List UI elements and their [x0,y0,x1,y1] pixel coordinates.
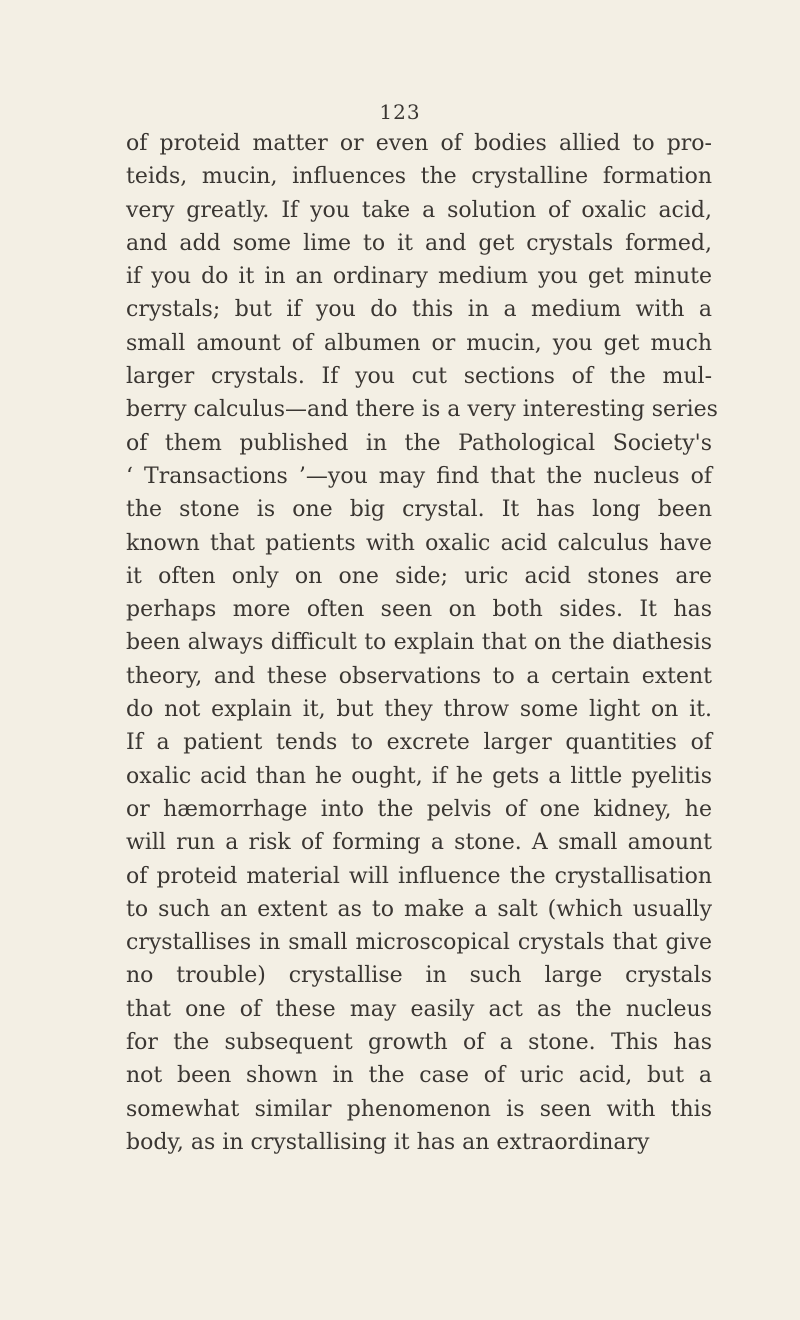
text-line: of them published in the Pathological Society's [126,430,712,456]
text-line: theory, and these observations to a certain extent [126,663,712,689]
text-line: not been shown in the case of uric acid, but a [126,1063,712,1089]
text-line: oxalic acid than he ought, if he gets a little pyelitis [126,763,712,789]
text-line: to such an extent as to make a salt (which usually [126,896,712,922]
text-line: known that patients with oxalic acid calculus have [126,530,712,556]
text-line: or hæmorrhage into the pelvis of one kidney, he [126,796,712,822]
text-line: and add some lime to it and get crystals formed, [126,230,712,256]
text-line: somewhat similar phenomenon is seen with this [126,1096,712,1122]
text-line: for the subsequent growth of a stone. This has [126,1030,712,1056]
text-line: no trouble) crystallise in such large crystals [126,963,712,989]
text-line: larger crystals. If you cut sections of the mul- [126,364,712,390]
text-line: very greatly. If you take a solution of oxalic acid, [126,197,712,223]
text-line: body, as in crystallising it has an extraordinary [126,1129,650,1155]
text-line: of proteid material will influence the crystallisation [126,863,712,889]
text-line: it often only on one side; uric acid stones are [126,563,712,589]
text-line: that one of these may easily act as the nucleus [126,996,712,1022]
text-line: berry calculus—and there is a very interesting series [126,397,718,423]
text-line: small amount of albumen or mucin, you get much [126,330,712,356]
body-text [126,127,718,1159]
text-line: teids, mucin, influences the crystalline formation [126,164,712,190]
text-line: perhaps more often seen on both sides. It has [126,597,712,623]
text-line: been always difficult to explain that on the diathesis [126,630,712,656]
text-line: if you do it in an ordinary medium you get minute [126,264,712,290]
page-number: 123 [379,100,421,124]
text-line: crystals; but if you do this in a medium with a [126,297,712,323]
text-line: ‘ Transactions ’—you may find that the nucleus of [126,463,712,489]
text-line: do not explain it, but they throw some light on it. [126,697,712,723]
text-line: crystallises in small microscopical crystals that give [126,930,712,956]
text-line: will run a risk of forming a stone. A small amount [126,830,712,856]
text-line: of proteid matter or even of bodies allied to pro- [126,131,712,156]
text-line: the stone is one big crystal. It has long been [126,497,712,523]
text-line: If a patient tends to excrete larger quantities of [126,730,712,756]
